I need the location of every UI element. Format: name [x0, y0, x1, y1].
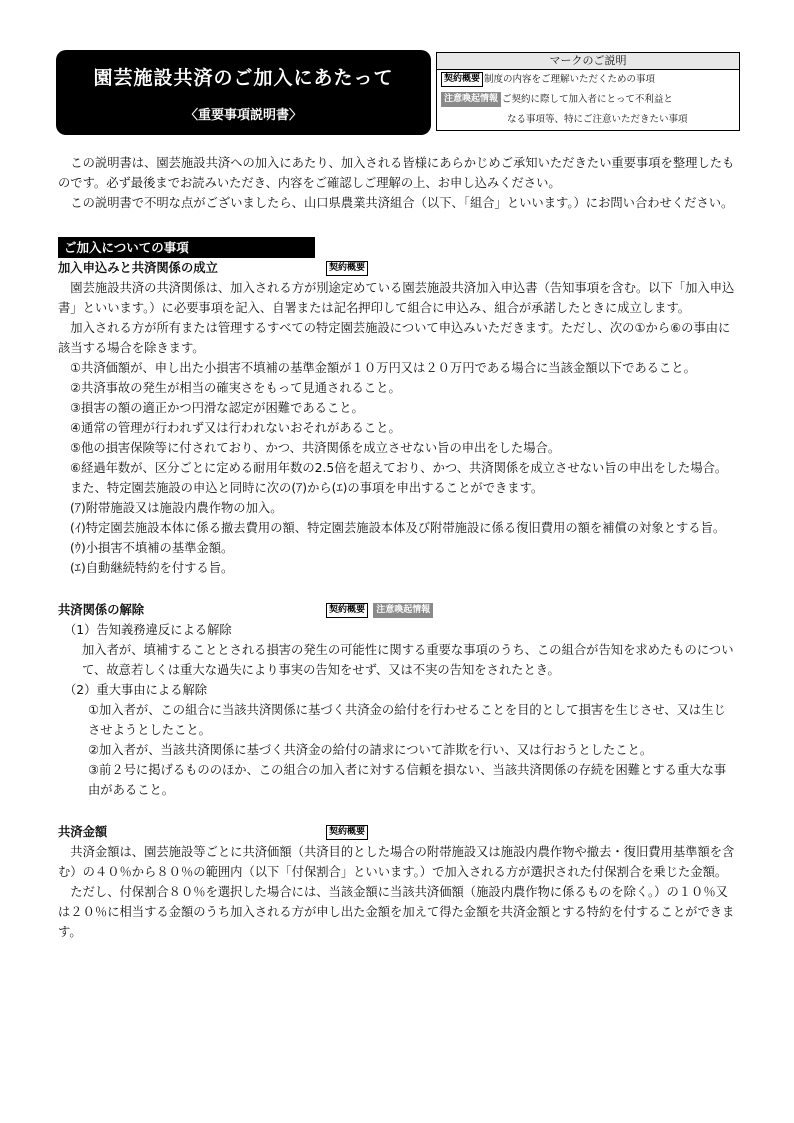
list-item: ③損害の額の適正かつ円滑な認定が困難であること。 — [70, 401, 364, 415]
contract-summary-badge: 契約概要 — [326, 261, 368, 276]
document-body — [58, 153, 740, 942]
option-item: (ｲ)特定園芸施設本体に係る撤去費用の額、特定園芸施設本体及び附帯施設に係る復旧費用の額を補償の対象とする旨。 — [70, 521, 726, 535]
document-title-box — [56, 50, 431, 135]
option-item: (ｱ)附帯施設又は施設内農作物の加入。 — [70, 501, 283, 515]
caution-info-badge: 注意喚起情報 — [373, 603, 433, 618]
numbered-heading: （1）告知義務違反による解除 — [64, 623, 232, 637]
subsection-title: 加入申込みと共済関係の成立 — [58, 261, 218, 275]
contract-summary-badge: 契約概要 — [441, 72, 483, 87]
section-heading-enrollment: ご加入についての事項 — [58, 237, 315, 258]
intro-paragraph-2: この説明書で不明な点がございましたら、山口県農業共済組合（以下、「組合」といいます。）にお問い合わせください。 — [70, 196, 734, 210]
mark-legend — [436, 52, 740, 131]
paragraph: 加入者が、填補することとされる損害の発生の可能性に関する重要な事項のうち、この組合が告知を求めたものについて、故意若しくは重大な過失により事実の告知をせず、又は不実の告知をされたとき。 — [82, 643, 734, 677]
subsection-title: 共済金額 — [58, 825, 108, 839]
subsection-heading-application — [58, 258, 740, 278]
legend-summary-text: 制度の内容をご理解いただくための事項 — [484, 74, 656, 85]
intro-paragraph-1: この説明書は、園芸施設共済への加入にあたり、加入される皆様にあらかじめご承知いただきたい重要事項を整理したものです。必ず最後までお読みいただき、内容をご確認しご理解の上、お申し込みください。 — [58, 156, 735, 190]
list-item: ④通常の管理が行われず又は行われないおそれがあること。 — [70, 421, 401, 435]
paragraph: 園芸施設共済の共済関係は、加入される方が別途定めている園芸施設共済加入申込書（告知事項を含む。以下「加入申込書」といいます。）に必要事項を記入、自署または記名押印して組合に申込み、組合が承諾したときに成立します。 — [58, 281, 735, 315]
option-item: (ｴ)自動継続特約を付する旨。 — [70, 561, 234, 575]
page-subtitle: 〈重要事項説明書〉 — [184, 107, 302, 123]
list-item: ⑤他の損害保険等に付されており、かつ、共済関係を成立させない旨の申出をした場合。 — [70, 441, 561, 455]
list-item: ②共済事故の発生が相当の確実さをもって見通されること。 — [70, 381, 401, 395]
contract-summary-badge: 契約概要 — [326, 825, 368, 840]
page-title: 園芸施設共済のご加入にあたって — [93, 66, 394, 89]
list-item: ①加入者が、この組合に当該共済関係に基づく共済金の給付を行わせることを目的として損害を生じさせ、又は生じさせようとしたこと。 — [88, 703, 726, 737]
paragraph: 共済金額は、園芸施設等ごとに共済価額（共済目的とした場合の附帯施設又は施設内農作物や撤去・復旧費用基準額を含む）の４０％から８０％の範囲内（以下「付保割合」といいます。）で加入される方が選択された付保割合を乗じた金額。 — [58, 845, 735, 879]
caution-info-badge: 注意喚起情報 — [441, 92, 501, 107]
legend-heading: マークのご説明 — [437, 53, 739, 70]
paragraph: 加入される方が所有または管理するすべての特定園芸施設について申込みいただきます。ただし、次の①から⑥の事由に該当する場合を除きます。 — [58, 321, 731, 355]
legend-row-caution — [437, 90, 739, 110]
option-item: (ｳ)小損害不填補の基準金額。 — [70, 541, 234, 555]
list-item: ①共済価額が、申し出た小損害不填補の基準金額が１０万円又は２０万円である場合に当該金額以下であること。 — [70, 361, 696, 375]
legend-row-caution-cont — [437, 110, 739, 130]
legend-caution-text-2: なる事項等、特にご注意いただきたい事項 — [507, 114, 688, 125]
list-item: ③前２号に掲げるもののほか、この組合の加入者に対する信頼を損ない、当該共済関係の存続を困難とする重大な事由があること。 — [88, 763, 727, 797]
legend-row-summary — [437, 70, 739, 90]
numbered-heading: （2）重大事由による解除 — [64, 683, 208, 697]
subsection-heading-cancellation — [58, 600, 740, 620]
list-item: ⑥経過年数が、区分ごとに定める耐用年数の2.5倍を超えており、かつ、共済関係を成立させない旨の申出をした場合。 — [70, 461, 728, 475]
list-item: ②加入者が、当該共済関係に基づく共済金の給付の請求について詐欺を行い、又は行おうとしたこと。 — [88, 743, 653, 757]
paragraph: また、特定園芸施設の申込と同時に次の(ｱ)から(ｴ)の事項を申出することができます。 — [70, 481, 544, 495]
subsection-title: 共済関係の解除 — [58, 603, 145, 617]
paragraph: ただし、付保割合８０％を選択した場合には、当該金額に当該共済価額（施設内農作物に係るものを除く。）の１０％又は２０％に相当する金額のうち加入される方が申し出た金額を加えて得た金額を共済金額とする特約を付することができます。 — [58, 885, 735, 939]
contract-summary-badge: 契約概要 — [326, 603, 368, 618]
legend-caution-text-1: ご契約に際して加入者にとって不利益と — [502, 94, 673, 105]
subsection-heading-coverage-amount — [58, 822, 740, 842]
